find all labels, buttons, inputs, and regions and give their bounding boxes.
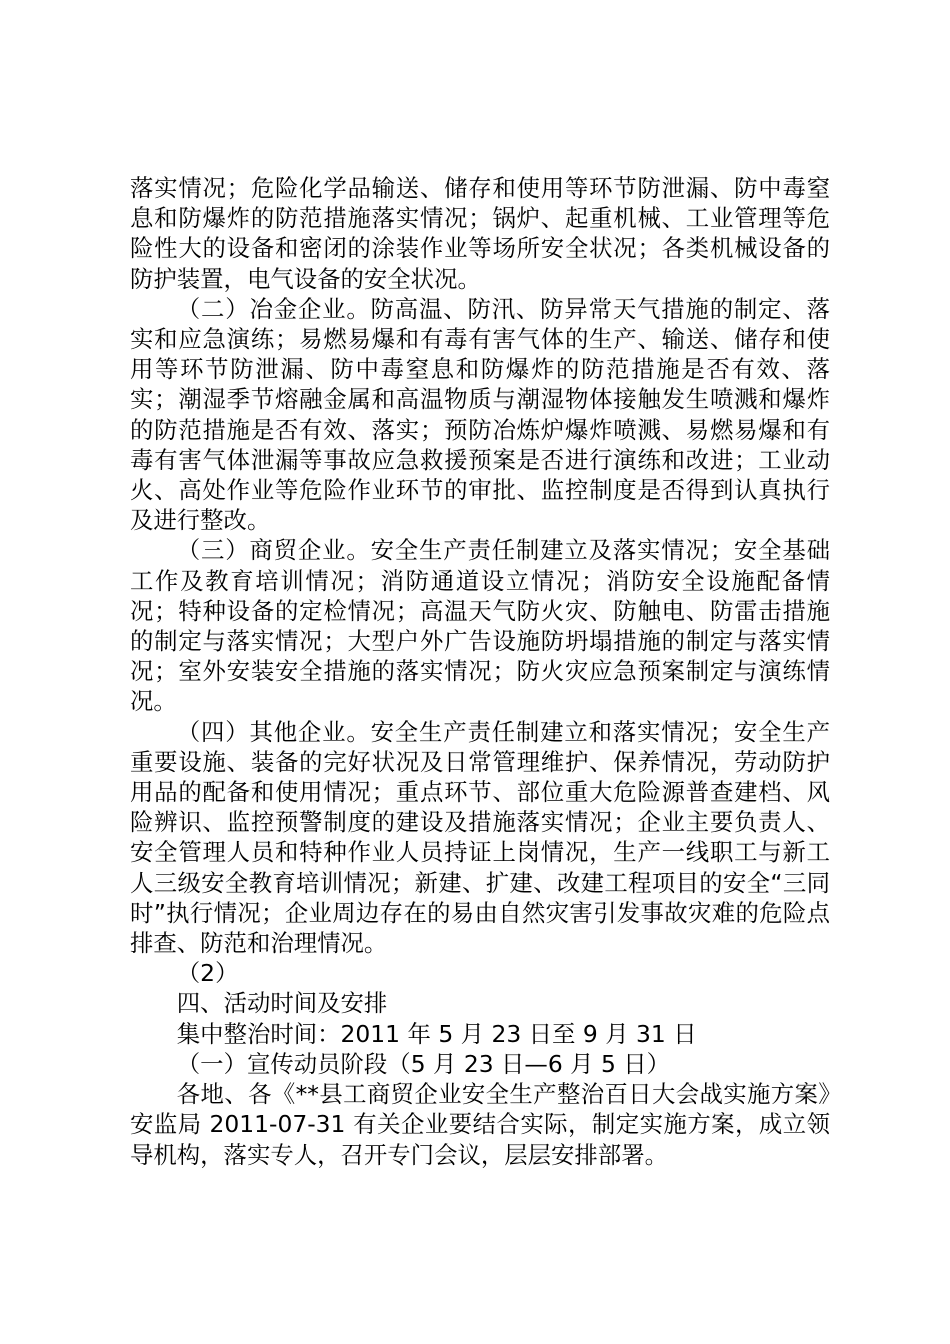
paragraph-commerce: （三）商贸企业。安全生产责任制建立及落实情况；安全基础工作及教育培训情况；消防通道设立情况；消防安全设施配备情况；特种设备的定检情况；高温天气防火灾、防触电、防雷击措施的制定与落实情况；大型户外广告设施防坍塌措施的制定与落实情况；室外安装安全措施的落实情况；防火灾应急预案制定与演练情况。: [130, 536, 830, 716]
paragraph-metallurgy: （二）冶金企业。防高温、防汛、防异常天气措施的制定、落实和应急演练；易燃易爆和有毒有害气体的生产、输送、储存和使用等环节防泄漏、防中毒窒息和防爆炸的防范措施是否有效、落实；潮湿季节熔融金属和高温物质与潮湿物体接触发生喷溅和爆炸的防范措施是否有效、落实；预防冶炼炉爆炸喷溅、易燃易爆和有毒有害气体泄漏等事故应急救援预案是否进行演练和改进；工业动火、高处作业等危险作业环节的审批、监控制度是否得到认真执行及进行整改。: [130, 294, 830, 535]
subheading-mobilization: （一）宣传动员阶段（5 月 23 日—6 月 5 日）: [176, 1049, 671, 1078]
paragraph-other-enterprises: （四）其他企业。安全生产责任制建立和落实情况；安全生产重要设施、装备的完好状况及日常管理维护、保养情况，劳动防护用品的配备和使用情况；重点环节、部位重大危险源普查建档、风险辨识、监控预警制度的建设及措施落实情况；企业主要负责人、安全管理人员和特种作业人员持证上岗情况，生产一线职工与新工人三级安全教育培训情况；新建、扩建、改建工程项目的安全“三同时”执行情况；企业周边存在的易由自然灾害引发事故灾难的危险点排查、防范和治理情况。: [130, 717, 830, 958]
document-body: [130, 173, 830, 1170]
paragraph-mobilization: 各地、各《**县工商贸企业安全生产整治百日大会战实施方案》安监局 2011-07-31 有关企业要结合实际，制定实施方案，成立领导机构，落实专人，召开专门会议，层层安排部署。: [130, 1080, 830, 1169]
paragraph-period: 集中整治时间：2011 年 5 月 23 日至 9 月 31 日: [176, 1019, 697, 1048]
section-heading-schedule: 四、活动时间及安排: [176, 989, 388, 1018]
paragraph-marker: （2）: [176, 959, 239, 988]
paragraph-continuation: 落实情况；危险化学品输送、储存和使用等环节防泄漏、防中毒窒息和防爆炸的防范措施落实情况；锅炉、起重机械、工业管理等危险性大的设备和密闭的涂装作业等场所安全状况；各类机械设备的防护装置，电气设备的安全状况。: [130, 174, 830, 293]
